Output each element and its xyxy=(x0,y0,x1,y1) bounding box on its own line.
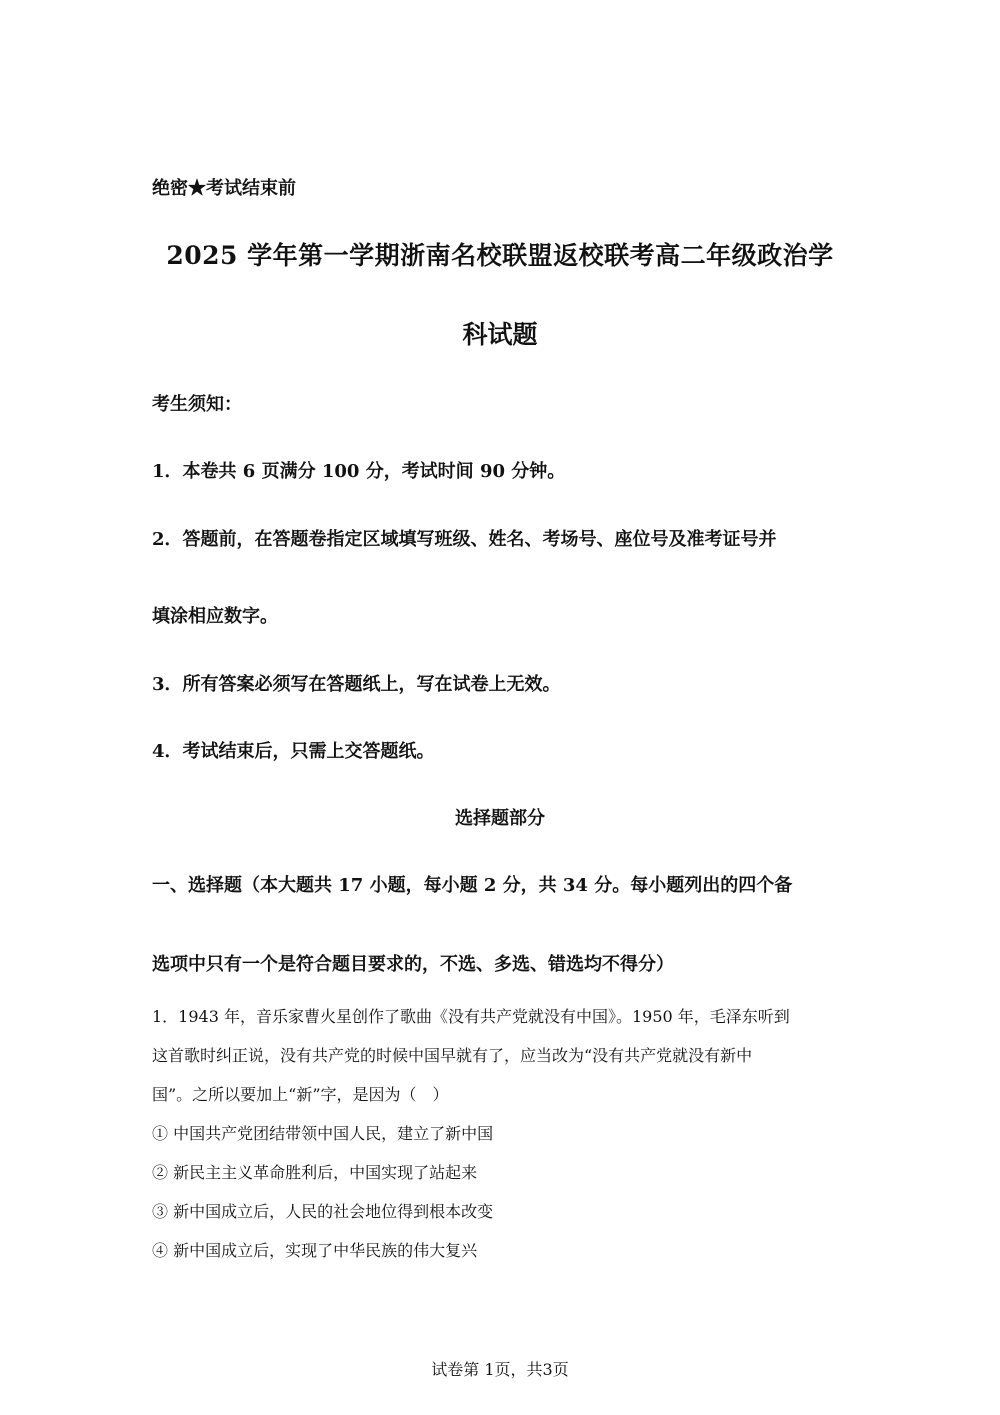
question-1-option-2: ② 新民主主义革命胜利后，中国实现了站起来 xyxy=(152,1163,478,1182)
question-1-option-4: ④ 新中国成立后，实现了中华民族的伟大复兴 xyxy=(152,1241,478,1260)
section-title: 选择题部分 xyxy=(455,808,545,829)
question-1-stem-line2: 这首歌时纠正说，没有共产党的时候中国早就有了，应当改为“没有共产党就没有新中 xyxy=(152,1046,753,1065)
notice-heading: 考生须知： xyxy=(152,394,242,415)
question-1-option-3: ③ 新中国成立后，人民的社会地位得到根本改变 xyxy=(152,1202,494,1221)
confidential-label: 绝密★考试结束前 xyxy=(152,178,296,199)
notice-item-2-continued: 填涂相应数字。 xyxy=(152,606,278,627)
notice-item-3: 3．所有答案必须写在答题纸上，写在试卷上无效。 xyxy=(152,674,561,695)
page-footer: 试卷第 1页，共3页 xyxy=(431,1360,569,1379)
notice-item-1: 1．本卷共 6 页满分 100 分，考试时间 90 分钟。 xyxy=(152,461,566,482)
question-1-stem-line1: 1．1943 年，音乐家曹火星创作了歌曲《没有共产党就没有中国》。1950 年，毛泽东听到 xyxy=(152,1007,790,1026)
exam-title-line1: 2025 学年第一学期浙南名校联盟返校联考高二年级政治学 xyxy=(166,241,834,270)
question-1-stem-line3: 国”。之所以要加上“新”字，是因为（ ） xyxy=(152,1085,449,1104)
notice-item-4: 4．考试结束后，只需上交答题纸。 xyxy=(152,741,435,762)
part-heading-line2: 选项中只有一个是符合题目要求的，不选、多选、错选均不得分） xyxy=(152,954,674,975)
notice-item-2: 2．答题前，在答题卷指定区域填写班级、姓名、考场号、座位号及准考证号并 xyxy=(152,529,777,550)
part-heading-line1: 一、选择题（本大题共 17 小题，每小题 2 分，共 34 分。每小题列出的四个备 xyxy=(152,875,793,896)
question-1-option-1: ① 中国共产党团结带领中国人民，建立了新中国 xyxy=(152,1124,494,1143)
exam-title-line2: 科试题 xyxy=(462,320,538,349)
